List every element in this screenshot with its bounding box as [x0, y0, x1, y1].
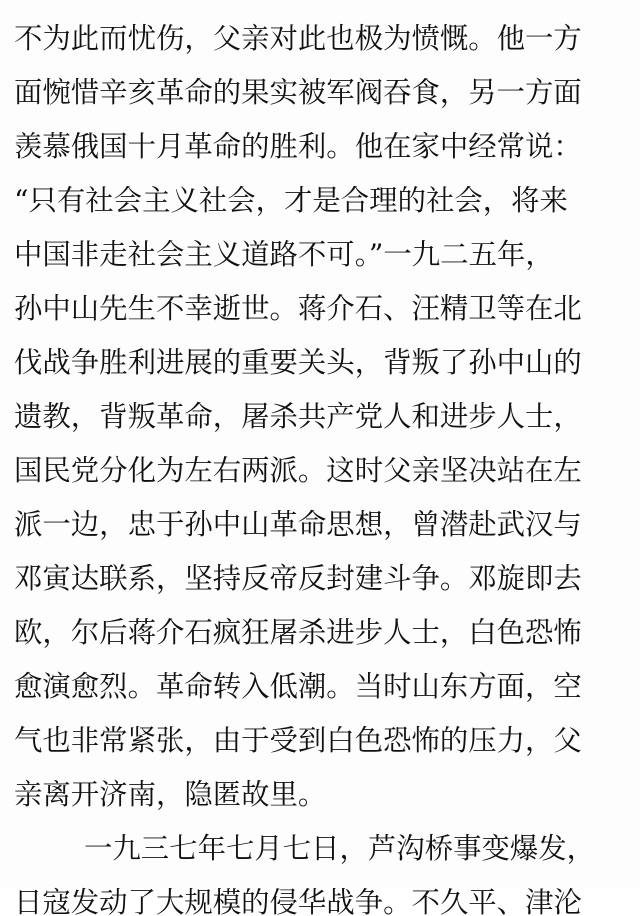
text-line-3: 羡慕俄国十月革命的胜利。他在家中经常说：	[14, 130, 582, 163]
text-line-10: 派一边，忠于孙中山革命思想，曾潜赴武汉与	[14, 508, 582, 541]
text-line-17: 日寇发动了大规模的侵华战争。不久平、津沦	[14, 886, 582, 916]
text-line-12: 欧，尔后蒋介石疯狂屠杀进步人士，白色恐怖	[14, 616, 582, 649]
paragraph-start-line: 一九三七年七月七日，芦沟桥事变爆发，	[84, 832, 596, 865]
text-line-8: 遗教，背叛革命，屠杀共产党人和进步人士，	[14, 400, 582, 433]
text-line-4: “只有社会主义社会，才是合理的社会，将来	[14, 184, 568, 217]
text-line-15: 亲离开济南，隐匿故里。	[14, 778, 327, 811]
text-line-14: 气也非常紧张，由于受到白色恐怖的压力，父	[14, 724, 582, 757]
text-line-7: 伐战争胜利进展的重要关头，背叛了孙中山的	[14, 346, 582, 379]
text-line-9: 国民党分化为左右两派。这时父亲坚决站在左	[14, 454, 582, 487]
text-line-13: 愈演愈烈。革命转入低潮。当时山东方面，空	[14, 670, 582, 703]
body-text	[14, 12, 626, 916]
text-line-1: 不为此而忧伤，父亲对此也极为愤慨。他一方	[14, 22, 582, 55]
text-line-11: 邓寅达联系，坚持反帝反封建斗争。邓旋即去	[14, 562, 582, 595]
text-line-2: 面惋惜辛亥革命的果实被军阀吞食，另一方面	[14, 76, 582, 109]
text-line-6: 孙中山先生不幸逝世。蒋介石、汪精卫等在北	[14, 292, 582, 325]
text-line-5: 中国非走社会主义道路不可。”一九二五年，	[14, 238, 554, 271]
